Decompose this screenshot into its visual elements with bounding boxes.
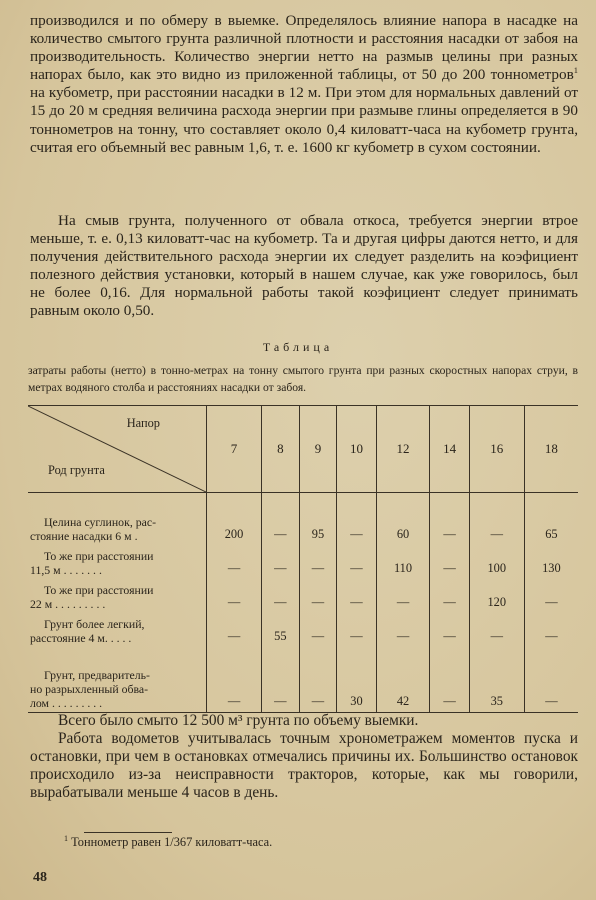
row-label: То же при расстоянии 11,5 м . . . . . . .	[30, 548, 154, 577]
header-col: 18	[524, 406, 578, 493]
table-row	[28, 493, 578, 545]
footnote-rule	[84, 832, 172, 833]
header-pressure-label: Напор	[126, 416, 160, 430]
header-col: 14	[430, 406, 469, 493]
page-number: 48	[33, 870, 47, 885]
header-col: 7	[207, 406, 262, 493]
row-label: Целина суглинок, рас- стояние насадки 6 м .	[30, 514, 157, 543]
table-cell: —	[469, 493, 524, 545]
table-cell: —	[469, 613, 524, 647]
table-cell: —	[262, 493, 300, 545]
table-cell: —	[207, 545, 262, 579]
table-cell: 200	[207, 493, 262, 545]
table-cell: 95	[299, 493, 337, 545]
table-row	[28, 647, 578, 713]
table-title: Таблица	[262, 340, 334, 354]
table-cell: —	[430, 579, 469, 613]
table-cell: 35	[469, 647, 524, 713]
table-header-row	[28, 406, 578, 493]
paragraph-energy: производился и по обмеру в выемке. Определялось влияние напора в насадке на количество смытого грунта различной плотности и расстояния насадки от забоя на производительность. Количество энергии нетто на размыв целины при разных напорах было, как это видно из приложенной таблицы, от 50 до 200 тоннометров$^1$ на кубометр, при расстоянии насадки в 12 м. При этом для нормальных давлений от 15 до 20 м средняя величина расхода энергии при размыве глины определяется в 90 тоннометров на тонну, что составляет около 0,4 киловатт-часа на кубометр грунта, считая его объемный вес равным 1,6, т. е. 1600 кг кубометр в сухом состоянии.	[30, 12, 578, 156]
paragraph-total-washed: Всего было смыто 12 500 м³ грунта по объему выемки.	[58, 712, 419, 729]
table-cell: —	[337, 613, 376, 647]
header-col: 10	[337, 406, 376, 493]
table-cell: —	[262, 545, 300, 579]
table-cell: —	[299, 613, 337, 647]
table-cell: —	[337, 579, 376, 613]
diagonal-divider	[28, 406, 206, 492]
table-cell: —	[337, 493, 376, 545]
row-label: То же при расстоянии 22 м . . . . . . . . .	[30, 582, 154, 611]
table-cell: 30	[337, 647, 376, 713]
table-cell: —	[430, 493, 469, 545]
row-label: Грунт, предваритель- но разрыхленный обва- лом . . . . . . . . .	[28, 647, 207, 713]
table-cell: —	[299, 647, 337, 713]
table-cell: 60	[376, 493, 430, 545]
table-cell: —	[262, 647, 300, 713]
table-caption: затраты работы (нетто) в тонно-метрах на тонну смытого грунта при разных скоростных напорах струи, в метрах водяного столба и расстояниях насадки от забоя.	[28, 364, 578, 394]
paragraph-slope-collapse: На смыв грунта, полученного от обвала откоса, требуется энергии втрое меньше, т. е. 0,13 киловатт-час на кубометр. Та и другая цифры даются нетто, и для получения действительного расхода энергии их следует разделить на коэфициент полезного действия установки, который в нашем случае, как уже говорилось, был не более 0,16. Для нормальной работы такой коэфициент следует принимать равным около 0,50.	[30, 212, 578, 320]
footnote-fraction: 1/367	[164, 835, 193, 850]
table-row	[28, 545, 578, 579]
table-cell: —	[524, 647, 578, 713]
table-cell: 42	[376, 647, 430, 713]
table-cell: —	[524, 613, 578, 647]
header-col: 9	[299, 406, 337, 493]
table-row	[28, 579, 578, 613]
table-cell: —	[430, 613, 469, 647]
table-body	[28, 493, 578, 713]
table-cell: —	[262, 579, 300, 613]
header-col: 8	[262, 406, 300, 493]
table-cell: —	[430, 647, 469, 713]
header-col: 12	[376, 406, 430, 493]
table-cell: —	[376, 613, 430, 647]
table-row	[28, 613, 578, 647]
table-cell: 130	[524, 545, 578, 579]
header-col: 16	[469, 406, 524, 493]
table-cell: —	[299, 545, 337, 579]
table-cell: 65	[524, 493, 578, 545]
table-cell: —	[207, 647, 262, 713]
table-cell: —	[524, 579, 578, 613]
table-cell: 55	[262, 613, 300, 647]
table-cell: 110	[376, 545, 430, 579]
footnote: $^1$ Тоннометр равен 1/367 киловатт-часа.	[64, 834, 273, 850]
paragraph-timing: Работа водометов учитывалась точным хронометражем моментов пуска и остановки, при чем в остановках отмечались причины их. Большинство остановок происходило из-за неисправности тракторов, которые, как мы говорили, вырабатывали меньше 4 часов в день.	[30, 730, 578, 802]
table-cell: —	[337, 545, 376, 579]
table-corner-cell	[28, 406, 207, 493]
row-label: Грунт более легкий, расстояние 4 м. . . . .	[30, 616, 145, 645]
table-cell: —	[207, 613, 262, 647]
table-cell: —	[207, 579, 262, 613]
table-cell: —	[430, 545, 469, 579]
footnote-ref: 1	[573, 65, 578, 76]
table-cell: —	[299, 579, 337, 613]
work-expenditure-table	[28, 405, 578, 713]
table-cell: 100	[469, 545, 524, 579]
table-cell: —	[376, 579, 430, 613]
header-soil-type-label: Род грунта	[48, 463, 105, 477]
table-cell: 120	[469, 579, 524, 613]
